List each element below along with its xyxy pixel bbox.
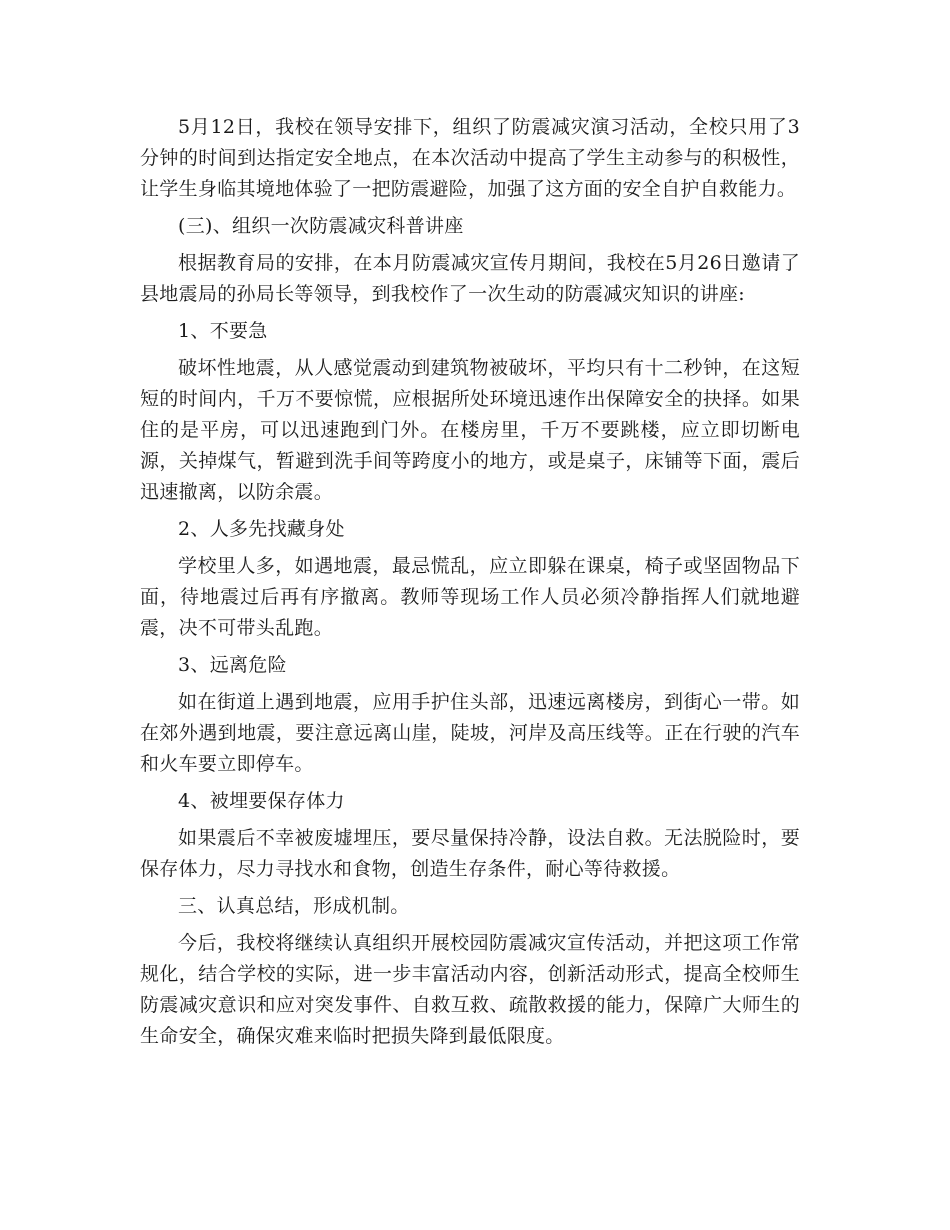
- paragraph-item-3: 如在街道上遇到地震，应用手护住头部，迅速远离楼房，到街心一带。如在郊外遇到地震，要注意远离山崖，陡坡，河岸及高压线等。正在行驶的汽车和火车要立即停车。: [140, 691, 800, 775]
- document-body: [140, 112, 800, 1052]
- paragraph-lecture-intro: 根据教育局的安排，在本月防震减灾宣传月期间，我校在5月26日邀请了县地震局的孙局长等领导，到我校作了一次生动的防震减灾知识的讲座:: [140, 252, 800, 305]
- paragraph-item-4: 如果震后不幸被废墟埋压，要尽量保持冷静，设法自救。无法脱险时，要保存体力，尽力寻找水和食物，创造生存条件，耐心等待救援。: [140, 827, 800, 880]
- paragraph-drill-summary: 5月12日，我校在领导安排下，组织了防震减灾演习活动，全校只用了3分钟的时间到达指定安全地点，在本次活动中提高了学生主动参与的积极性，让学生身临其境地体验了一把防震避险，加强了这方面的安全自护自救能力。: [140, 116, 800, 200]
- list-heading-1: 1、不要急: [178, 320, 268, 342]
- paragraph-item-2: 学校里人多，如遇地震，最忌慌乱，应立即躲在课桌，椅子或坚固物品下面，待地震过后再有序撤离。教师等现场工作人员必须冷静指挥人们就地避震，决不可带头乱跑。: [140, 555, 800, 639]
- list-heading-3: 3、远离危险: [178, 654, 287, 676]
- paragraph-item-1: 破坏性地震，从人感觉震动到建筑物被破坏，平均只有十二秒钟，在这短短的时间内，千万不要惊慌，应根据所处环境迅速作出保障安全的抉择。如果住的是平房，可以迅速跑到门外。在楼房里，千万不要跳楼，应立即切断电源，关掉煤气，暂避到洗手间等跨度小的地方，或是桌子，床铺等下面，震后迅速撤离，以防余震。: [140, 357, 800, 503]
- section-heading-lecture: (三)、组织一次防震减灾科普讲座: [178, 215, 464, 237]
- list-heading-2: 2、人多先找藏身处: [178, 518, 345, 540]
- list-heading-4: 4、被埋要保存体力: [178, 790, 345, 812]
- section-heading-summary: 三、认真总结，形成机制。: [178, 895, 410, 917]
- paragraph-conclusion: 今后，我校将继续认真组织开展校园防震减灾宣传活动，并把这项工作常规化，结合学校的实际，进一步丰富活动内容，创新活动形式，提高全校师生防震减灾意识和应对突发事件、自救互救、疏散救援的能力，保障广大师生的生命安全，确保灾难来临时把损失降到最低限度。: [140, 932, 800, 1047]
